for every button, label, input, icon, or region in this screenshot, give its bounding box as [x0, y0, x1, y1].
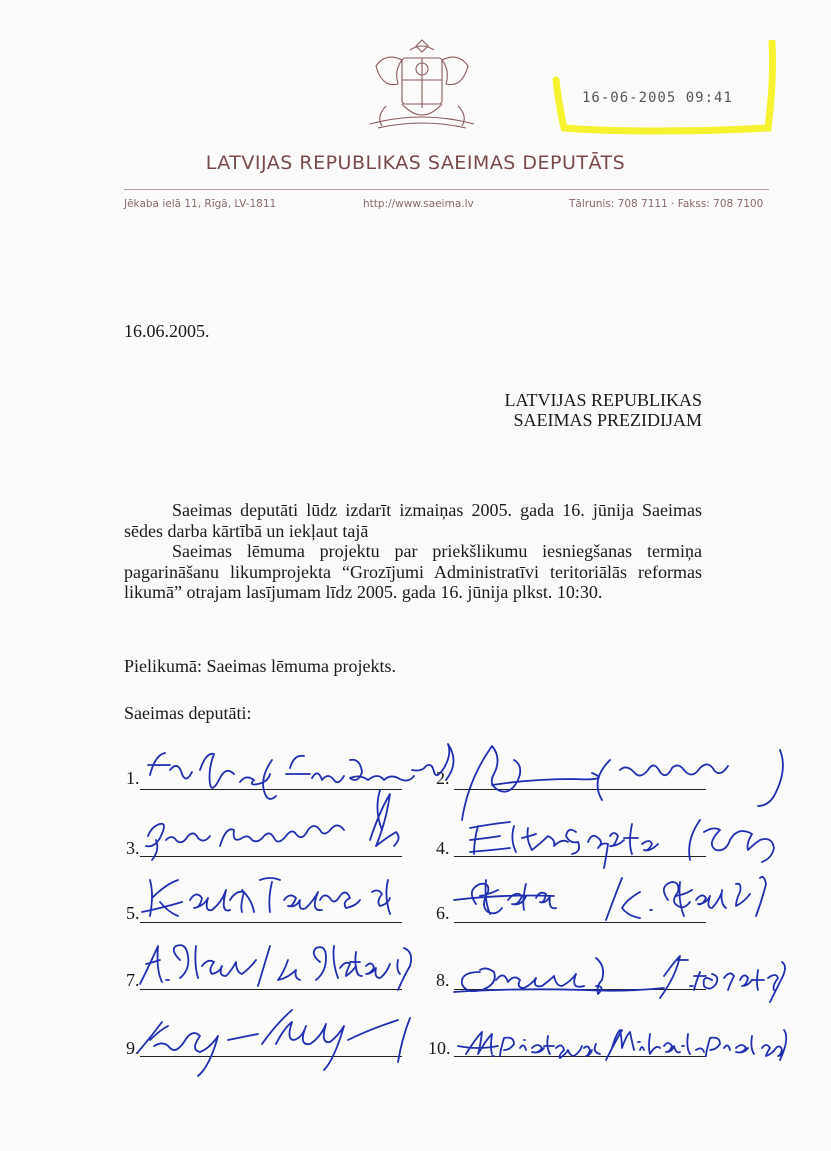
signature-line — [454, 789, 706, 790]
signature-line — [454, 856, 706, 857]
highlighter-mark — [552, 40, 782, 135]
signature-line — [140, 789, 402, 790]
signature-line — [140, 922, 402, 923]
signature-number: 1. — [126, 768, 140, 788]
signature-9 — [138, 1010, 410, 1076]
recipient-block — [486, 390, 702, 430]
signature-number: 8. — [436, 970, 450, 990]
signature-line — [140, 1056, 402, 1057]
body-paragraph-2: Saeimas lēmuma projektu par priekšlikumu iesniegšanas termiņa pagarināšanu likumprojekta “Grozījumi Administratīvi teritoriālās reformas likumā” otrajam lasījumam līdz 2005. gada 16. jūnija plkst. 10:30. — [124, 541, 702, 602]
signature-4 — [470, 820, 774, 868]
signature-1 — [148, 744, 454, 830]
signature-number: 10. — [428, 1038, 451, 1058]
signature-line — [140, 989, 402, 990]
signature-number: 2. — [436, 768, 450, 788]
signature-line — [454, 989, 706, 990]
signature-number: 9. — [126, 1038, 140, 1058]
signature-number: 3. — [126, 838, 140, 858]
letterhead-address: Jēkaba ielā 11, Rīgā, LV-1811 — [124, 198, 277, 210]
coat-of-arms-emblem — [356, 36, 488, 134]
deputies-label: Saeimas deputāti: — [124, 703, 252, 723]
letterhead-title: LATVIJAS REPUBLIKAS SAEIMAS DEPUTĀTS — [205, 152, 626, 174]
signature-line — [454, 1056, 706, 1057]
signature-2 — [462, 746, 783, 820]
letterhead-website: http://www.saeima.lv — [363, 198, 474, 210]
signature-line — [140, 856, 402, 857]
signature-number: 4. — [436, 838, 450, 858]
recipient-line-2: SAEIMAS PREZIDIJAM — [513, 410, 702, 430]
document-date: 16.06.2005. — [124, 321, 210, 341]
signature-line — [454, 922, 706, 923]
letter-body — [124, 500, 702, 603]
signature-number: 6. — [436, 903, 450, 923]
signature-6 — [454, 877, 766, 920]
signature-5 — [142, 878, 390, 916]
signature-3 — [146, 794, 399, 860]
annex-line: Pielikumā: Saeimas lēmuma projekts. — [124, 656, 396, 676]
signature-8 — [454, 956, 785, 1002]
fax-timestamp: 16-06-2005 09:41 — [582, 90, 733, 106]
body-paragraph-1: Saeimas deputāti lūdz izdarīt izmaiņas 2005. gada 16. jūnija Saeimas sēdes darba kārtībā un iekļaut tajā — [124, 500, 702, 541]
letterhead-divider — [124, 189, 769, 190]
signature-7 — [140, 945, 411, 990]
signature-number: 5. — [126, 903, 140, 923]
signature-number: 7. — [126, 970, 140, 990]
letterhead-phone-fax: Tālrunis: 708 7111 · Fakss: 708 7100 — [569, 198, 764, 210]
recipient-line-1: LATVIJAS REPUBLIKAS — [504, 390, 702, 410]
